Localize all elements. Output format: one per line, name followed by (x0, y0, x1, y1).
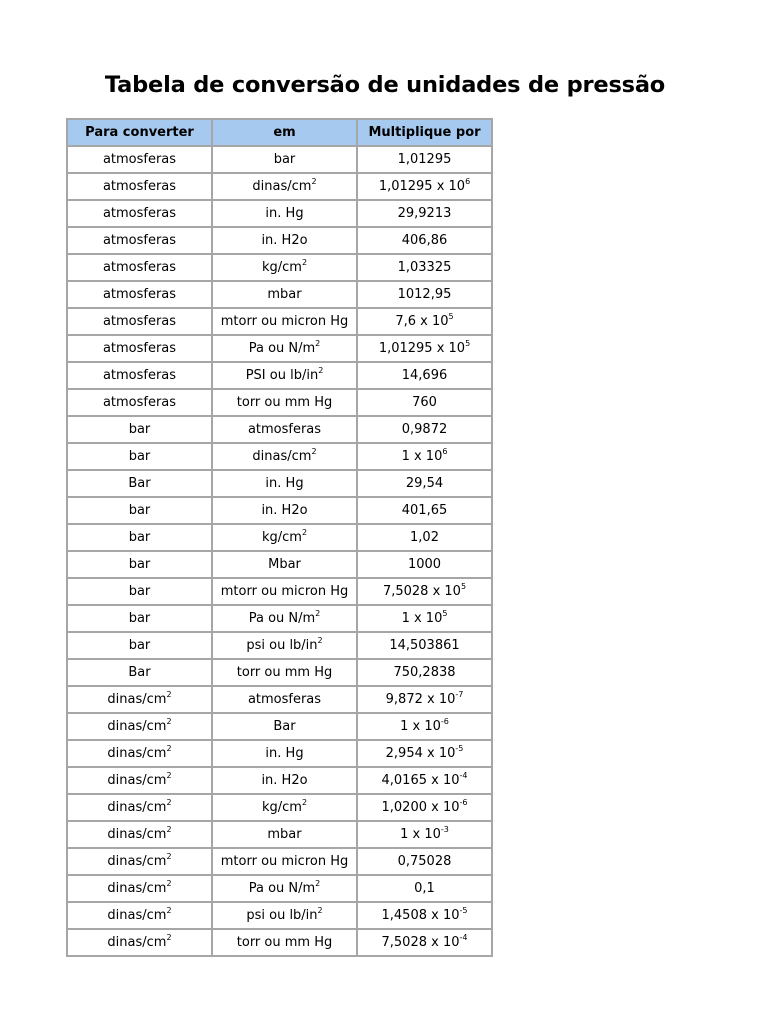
factor-cell: 1 x $10^{-3}$ (357, 821, 492, 848)
factor-cell: 1,4508 x $10^{-5}$ (357, 902, 492, 929)
to-cell: Pa ou $N/m^2$ (212, 875, 357, 902)
factor-cell: 2,954 x $10^{-5}$ (357, 740, 492, 767)
to-cell: torr ou mm Hg (212, 659, 357, 686)
from-cell: atmosferas (67, 389, 212, 416)
table-row (67, 173, 492, 200)
factor-cell: 750,2838 (357, 659, 492, 686)
factor-cell: 1,01295 x $10^5$ (357, 335, 492, 362)
factor-cell: 7,6 x $10^5$ (357, 308, 492, 335)
from-cell: dinas/$cm^2$ (67, 875, 212, 902)
from-cell: bar (67, 605, 212, 632)
header-para-converter: Para converter (67, 119, 212, 146)
conversion-table (66, 118, 493, 957)
table-row (67, 713, 492, 740)
to-cell: Pa ou $N/m^2$ (212, 335, 357, 362)
factor-cell: 4,0165 x $10^{-4}$ (357, 767, 492, 794)
to-cell: Pa ou $N/m^2$ (212, 605, 357, 632)
from-cell: atmosferas (67, 227, 212, 254)
from-cell: atmosferas (67, 146, 212, 173)
factor-cell: 1,01295 x $10^6$ (357, 173, 492, 200)
to-cell: in. Hg (212, 740, 357, 767)
from-cell: atmosferas (67, 335, 212, 362)
factor-cell: 1 x $10^{-6}$ (357, 713, 492, 740)
to-cell: bar (212, 146, 357, 173)
header-em: em (212, 119, 357, 146)
factor-cell: 1,0200 x $10^{-6}$ (357, 794, 492, 821)
table-row (67, 902, 492, 929)
table-row (67, 578, 492, 605)
from-cell: dinas/$cm^2$ (67, 713, 212, 740)
table-row (67, 848, 492, 875)
from-cell: bar (67, 443, 212, 470)
to-cell: in. H2o (212, 767, 357, 794)
table-row (67, 443, 492, 470)
to-cell: mbar (212, 821, 357, 848)
table-row (67, 362, 492, 389)
to-cell: Mbar (212, 551, 357, 578)
factor-cell: 9,872 x $10^{-7}$ (357, 686, 492, 713)
from-cell: dinas/$cm^2$ (67, 686, 212, 713)
from-cell: dinas/$cm^2$ (67, 794, 212, 821)
from-cell: bar (67, 524, 212, 551)
table-row (67, 686, 492, 713)
from-cell: Bar (67, 470, 212, 497)
to-cell: torr ou mm Hg (212, 389, 357, 416)
table-row (67, 146, 492, 173)
factor-cell: 14,696 (357, 362, 492, 389)
to-cell: in. Hg (212, 200, 357, 227)
table-row (67, 254, 492, 281)
from-cell: bar (67, 416, 212, 443)
factor-cell: 29,9213 (357, 200, 492, 227)
from-cell: atmosferas (67, 173, 212, 200)
to-cell: mtorr ou micron Hg (212, 308, 357, 335)
table-row (67, 929, 492, 956)
table-header-row (67, 119, 492, 146)
table-row (67, 659, 492, 686)
from-cell: bar (67, 632, 212, 659)
table-row (67, 767, 492, 794)
from-cell: atmosferas (67, 308, 212, 335)
from-cell: dinas/$cm^2$ (67, 902, 212, 929)
table-row (67, 281, 492, 308)
factor-cell: 1,02 (357, 524, 492, 551)
to-cell: $kg/cm^2$ (212, 524, 357, 551)
factor-cell: 29,54 (357, 470, 492, 497)
table-row (67, 524, 492, 551)
to-cell: mbar (212, 281, 357, 308)
factor-cell: 760 (357, 389, 492, 416)
table-row (67, 605, 492, 632)
page-title: Tabela de conversão de unidades de pressão (104, 72, 666, 98)
from-cell: atmosferas (67, 362, 212, 389)
from-cell: bar (67, 578, 212, 605)
factor-cell: 1 x $10^5$ (357, 605, 492, 632)
factor-cell: 14,503861 (357, 632, 492, 659)
factor-cell: 0,1 (357, 875, 492, 902)
table-row (67, 308, 492, 335)
table-row (67, 497, 492, 524)
table-row (67, 335, 492, 362)
table-row (67, 227, 492, 254)
from-cell: Bar (67, 659, 212, 686)
to-cell: dinas/$cm^2$ (212, 443, 357, 470)
to-cell: psi ou $lb/in^2$ (212, 632, 357, 659)
factor-cell: 7,5028 x $10^{-4}$ (357, 929, 492, 956)
factor-cell: 1,01295 (357, 146, 492, 173)
to-cell: Bar (212, 713, 357, 740)
from-cell: dinas/$cm^2$ (67, 740, 212, 767)
from-cell: atmosferas (67, 254, 212, 281)
factor-cell: 401,65 (357, 497, 492, 524)
from-cell: dinas/$cm^2$ (67, 929, 212, 956)
to-cell: mtorr ou micron Hg (212, 848, 357, 875)
to-cell: in. H2o (212, 497, 357, 524)
from-cell: dinas/$cm^2$ (67, 767, 212, 794)
header-multiplique-por: Multiplique por (357, 119, 492, 146)
from-cell: dinas/$cm^2$ (67, 848, 212, 875)
table-body (67, 146, 492, 956)
to-cell: $kg/cm^2$ (212, 794, 357, 821)
factor-cell: 0,9872 (357, 416, 492, 443)
table-row (67, 200, 492, 227)
from-cell: dinas/$cm^2$ (67, 821, 212, 848)
table-row (67, 470, 492, 497)
to-cell: torr ou mm Hg (212, 929, 357, 956)
factor-cell: 7,5028 x $10^5$ (357, 578, 492, 605)
factor-cell: 0,75028 (357, 848, 492, 875)
to-cell: atmosferas (212, 686, 357, 713)
table-row (67, 551, 492, 578)
to-cell: in. H2o (212, 227, 357, 254)
factor-cell: 1012,95 (357, 281, 492, 308)
factor-cell: 406,86 (357, 227, 492, 254)
from-cell: atmosferas (67, 200, 212, 227)
table-row (67, 416, 492, 443)
from-cell: bar (67, 497, 212, 524)
table-row (67, 632, 492, 659)
table-row (67, 821, 492, 848)
to-cell: PSI ou $lb/in^2$ (212, 362, 357, 389)
from-cell: bar (67, 551, 212, 578)
to-cell: mtorr ou micron Hg (212, 578, 357, 605)
to-cell: $kg/cm^2$ (212, 254, 357, 281)
to-cell: psi ou $lb/in^2$ (212, 902, 357, 929)
table-row (67, 740, 492, 767)
from-cell: atmosferas (67, 281, 212, 308)
factor-cell: 1,03325 (357, 254, 492, 281)
table-row (67, 389, 492, 416)
to-cell: in. Hg (212, 470, 357, 497)
to-cell: atmosferas (212, 416, 357, 443)
table-row (67, 794, 492, 821)
factor-cell: 1 x $10^6$ (357, 443, 492, 470)
to-cell: dinas/$cm^2$ (212, 173, 357, 200)
table-row (67, 875, 492, 902)
factor-cell: 1000 (357, 551, 492, 578)
